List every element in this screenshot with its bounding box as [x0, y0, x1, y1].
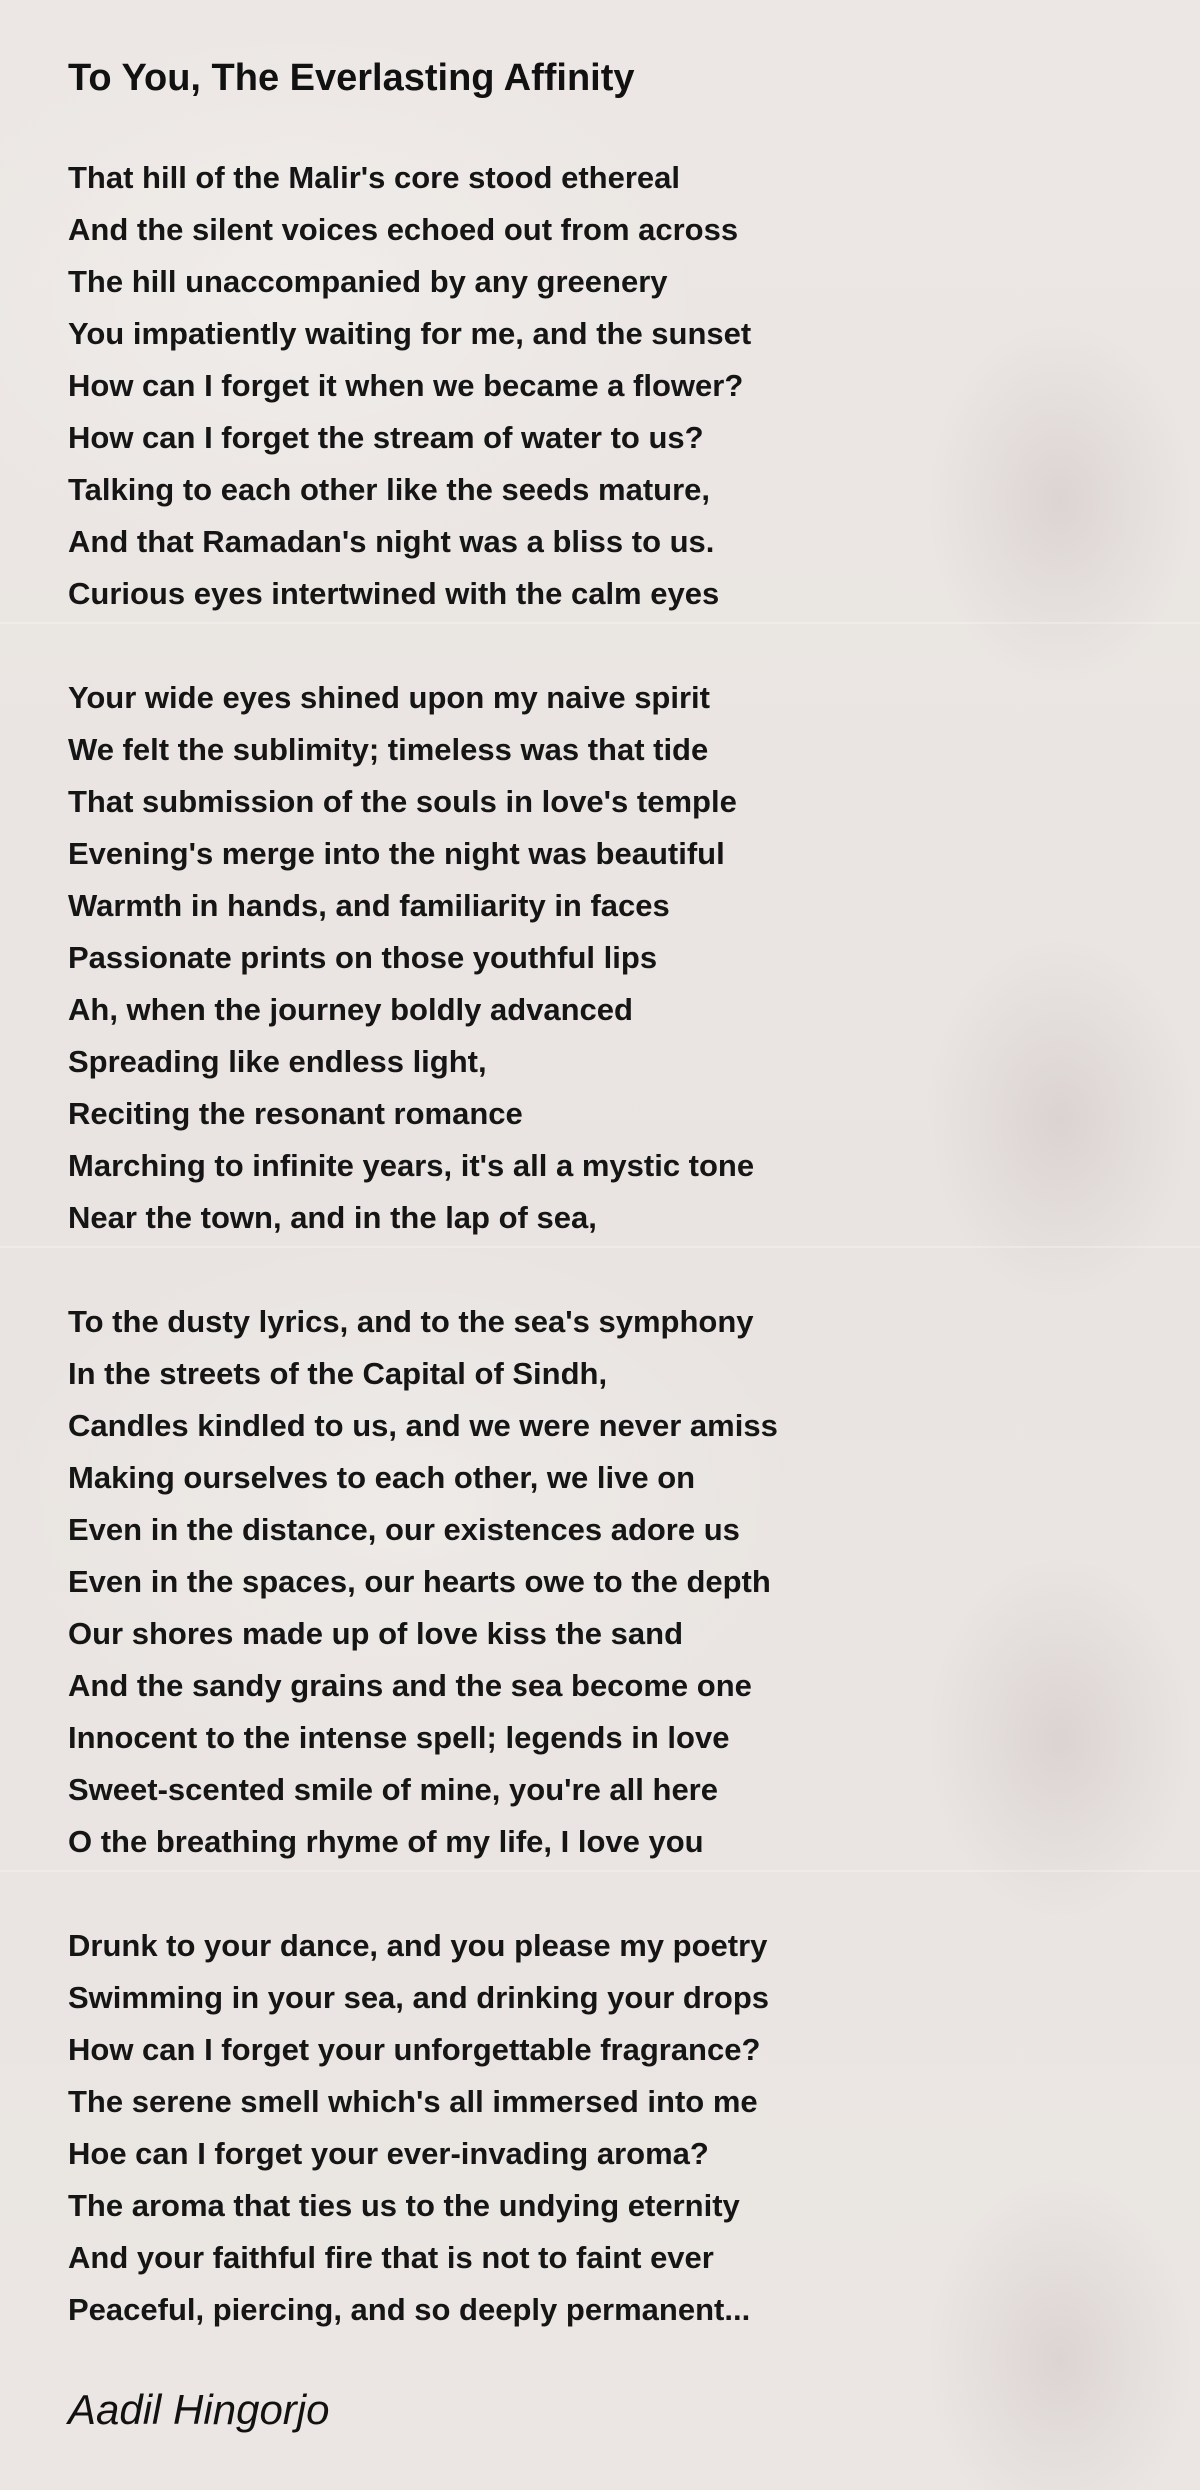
stanza-3: [68, 1296, 1148, 1868]
poem-line: The serene smell which's all immersed into me: [68, 2084, 758, 2119]
poem-title: To You, The Everlasting Affinity: [68, 57, 635, 99]
poem-line: Evening's merge into the night was beautiful: [68, 836, 725, 871]
poem-line: Drunk to your dance, and you please my poetry: [68, 1928, 768, 1963]
poem-line: Innocent to the intense spell; legends in love: [68, 1720, 730, 1755]
poem-line: To the dusty lyrics, and to the sea's symphony: [68, 1304, 754, 1339]
poem-line: That hill of the Malir's core stood ethereal: [68, 160, 680, 195]
poem-line: Making ourselves to each other, we live on: [68, 1460, 696, 1495]
poem-line: And the sandy grains and the sea become one: [68, 1668, 752, 1703]
poem-line: How can I forget the stream of water to us?: [68, 420, 704, 455]
poem-line: And your faithful fire that is not to faint ever: [68, 2240, 714, 2275]
poem-line: That submission of the souls in love's temple: [68, 784, 737, 819]
poem-line: Near the town, and in the lap of sea,: [68, 1200, 597, 1235]
poem-line: Hoe can I forget your ever-invading aroma?: [68, 2136, 709, 2171]
poem-line: The hill unaccompanied by any greenery: [68, 264, 668, 299]
poem-line: Warmth in hands, and familiarity in faces: [68, 888, 670, 923]
poem-line: Curious eyes intertwined with the calm eyes: [68, 576, 720, 611]
poem-line: O the breathing rhyme of my life, I love you: [68, 1824, 704, 1859]
poem-line: Even in the distance, our existences adore us: [68, 1512, 740, 1547]
poem-container: [68, 50, 1148, 2388]
poem-line: Passionate prints on those youthful lips: [68, 940, 658, 975]
poem-line: Our shores made up of love kiss the sand: [68, 1616, 684, 1651]
poem-line: And that Ramadan's night was a bliss to us.: [68, 524, 715, 559]
poem-line: Peaceful, piercing, and so deeply permanent...: [68, 2292, 751, 2327]
poem-line: Spreading like endless light,: [68, 1044, 487, 1079]
poem-line: Marching to infinite years, it's all a mystic tone: [68, 1148, 755, 1183]
poem-line: How can I forget your unforgettable fragrance?: [68, 2032, 761, 2067]
poem-line: Ah, when the journey boldly advanced: [68, 992, 633, 1027]
poem-line: You impatiently waiting for me, and the sunset: [68, 316, 752, 351]
poem-author: Aadil Hingorjo: [68, 2386, 330, 2433]
poem-line: Candles kindled to us, and we were never amiss: [68, 1408, 778, 1443]
poem-line: How can I forget it when we became a flower?: [68, 368, 744, 403]
poem-line: Sweet-scented smile of mine, you're all here: [68, 1772, 718, 1807]
stanza-2: [68, 672, 1148, 1244]
stanza-1: [68, 152, 1148, 620]
poem-line: Your wide eyes shined upon my naive spirit: [68, 680, 710, 715]
poem-line: Swimming in your sea, and drinking your drops: [68, 1980, 770, 2015]
stanza-4: [68, 1920, 1148, 2336]
poem-line: We felt the sublimity; timeless was that tide: [68, 732, 709, 767]
poem-line: The aroma that ties us to the undying eternity: [68, 2188, 740, 2223]
poem-line: And the silent voices echoed out from across: [68, 212, 739, 247]
poem-line: Even in the spaces, our hearts owe to the depth: [68, 1564, 771, 1599]
poem-body: [68, 152, 1148, 2336]
poem-line: In the streets of the Capital of Sindh,: [68, 1356, 608, 1391]
poem-line: Talking to each other like the seeds mature,: [68, 472, 711, 507]
poem-line: Reciting the resonant romance: [68, 1096, 523, 1131]
